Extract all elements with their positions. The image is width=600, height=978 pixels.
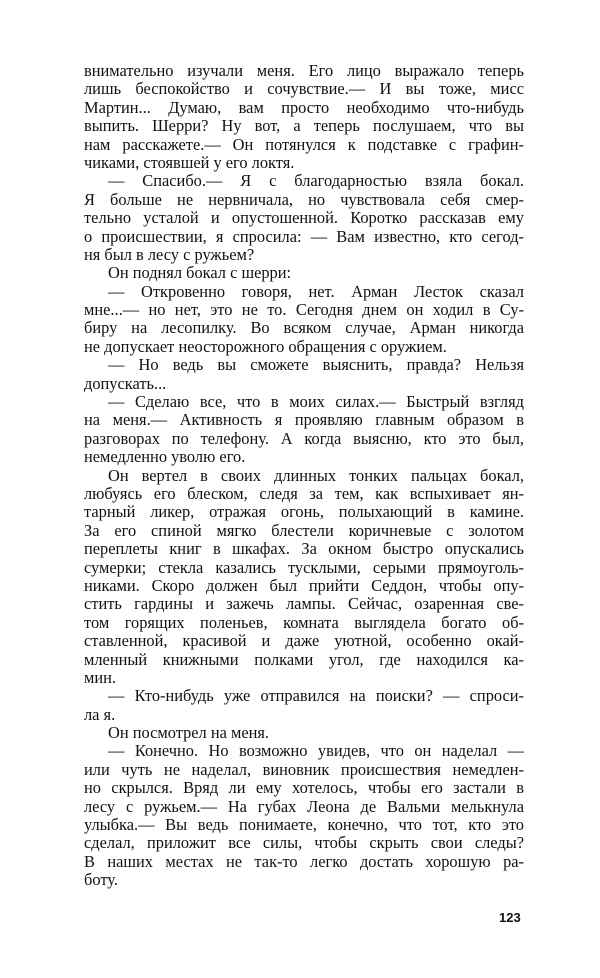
text-line: — Откровенно говоря, нет. Арман Лесток сказал (108, 282, 524, 301)
text-line: сделал, приложит все силы, чтобы скрыть свои следы? (84, 834, 524, 853)
text-line: тельно усталой и опустошенной. Коротко рассказав ему (84, 209, 524, 228)
text-line: улыбка.— Вы ведь понимаете, конечно, что тот, кто это (84, 816, 524, 835)
text-line: Он вертел в своих длинных тонких пальцах бокал, (108, 466, 524, 485)
text-line: стить гардины и зажечь лампы. Сейчас, озаренная све- (84, 595, 524, 614)
text-line: никами. Скоро должен был прийти Седдон, чтобы опу- (84, 576, 524, 595)
text-line: немедленно уволю его. (84, 448, 246, 467)
text-line: разговорах по телефону. А когда выясню, кто это был, (84, 429, 524, 448)
text-line: — Но ведь вы сможете выяснить, правда? Нельзя (108, 356, 524, 375)
page-number: 123 (499, 910, 521, 925)
text-line: внимательно изучали меня. Его лицо выражало теперь (84, 62, 524, 80)
text-line: тарный ликер, отражая огонь, полыхающий в камине. (84, 503, 524, 522)
text-line: боту. (84, 871, 118, 890)
text-line: переплеты книг в шкафах. За окном быстро опускались (84, 540, 524, 559)
text-line: — Конечно. Но возможно увидев, что он наделал — (108, 742, 524, 761)
text-line: — Сделаю все, что в моих силах.— Быстрый взгляд (108, 393, 524, 412)
text-line: том горящих поленьев, комната выглядела богато об- (84, 613, 524, 632)
text-line: мин. (84, 668, 117, 687)
text-line: Мартин... Думаю, вам просто необходимо что-нибудь (84, 98, 524, 117)
text-line: допускать... (84, 374, 167, 393)
text-line: Я больше не нервничала, но чувствовала себя смер- (84, 190, 524, 209)
text-line: на меня.— Активность я проявляю главным образом в (84, 411, 524, 430)
text-line: не допускает неосторожного обращения с оружием. (84, 337, 447, 356)
text-line: — Спасибо.— Я с благодарностью взяла бокал. (108, 172, 524, 191)
text-line: сумерки; стекла казались тусклыми, серыми прямоуголь- (84, 558, 524, 577)
text-line: За его спиной мягко блестели коричневые с золотом (84, 521, 524, 540)
text-line: нам расскажете.— Он потянулся к подставке с графин- (84, 135, 524, 154)
text-line: ла я. (84, 705, 116, 724)
text-line: выпить. Шерри? Ну вот, а теперь послушаем, что вы (84, 117, 524, 136)
text-line: ставленной, красивой и даже уютной, особенно окай- (84, 632, 524, 651)
text-line: Он посмотрел на меня. (108, 724, 270, 743)
text-line: — Кто-нибудь уже отправился на поиски? — спроси- (108, 687, 524, 706)
text-line: биру на лесопилку. Во всяком случае, Арман никогда (84, 319, 524, 338)
text-line: Он поднял бокал с шерри: (108, 264, 292, 283)
text-line: лишь беспокойство и сочувствие.— И вы тоже, мисс (84, 80, 524, 99)
text-line: чиками, стоявшей у его локтя. (84, 153, 295, 172)
text-line: но скрылся. Вряд ли ему хотелось, чтобы его застали в (84, 779, 524, 798)
text-line: мленный книжными полками угол, где находился ка- (84, 650, 524, 669)
text-line: лесу с ружьем.— На губах Леона де Вальми мелькнула (84, 797, 524, 816)
text-line: мне...— но нет, это не то. Сегодня днем он ходил в Су- (84, 301, 524, 320)
text-line: любуясь его блеском, следя за тем, как вспыхивает ян- (84, 484, 524, 503)
text-line: или чуть не наделал, виновник происшествия немедлен- (84, 760, 524, 779)
text-line: ня был в лесу с ружьем? (84, 245, 255, 264)
page-text-block (84, 62, 524, 890)
text-line: В наших местах не так-то легко достать хорошую ра- (84, 852, 524, 871)
text-line: о происшествии, я спросила: — Вам известно, кто сегод- (84, 227, 524, 246)
